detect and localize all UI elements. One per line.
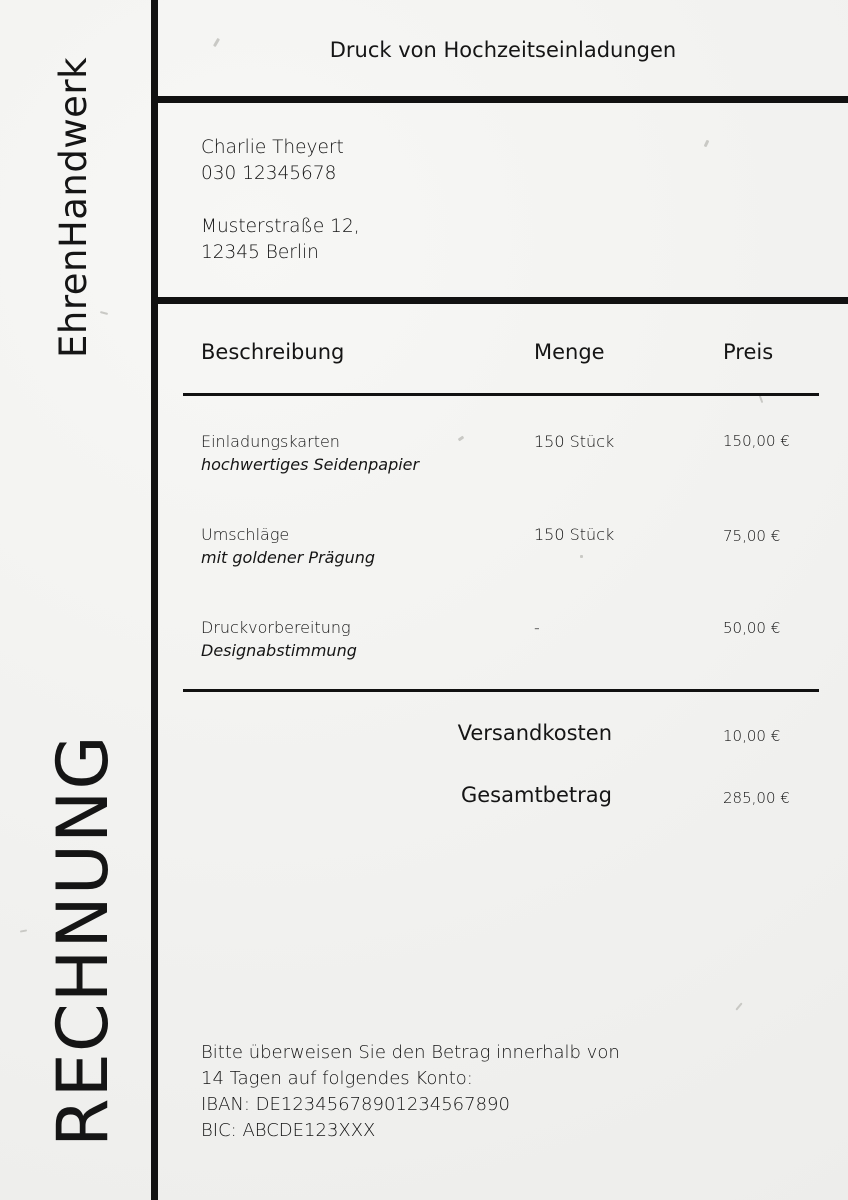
column-header-price: Preis <box>723 340 774 364</box>
item-name: Druckvorbereitung <box>201 618 351 637</box>
table-bottom-rule <box>183 689 819 692</box>
shipping-value: 10,00 € <box>723 727 781 745</box>
paper-fiber <box>704 140 710 148</box>
item-name: Umschläge <box>201 525 290 544</box>
total-value: 285,00 € <box>723 789 790 807</box>
customer-name: Charlie Theyert <box>201 137 344 158</box>
total-label: Gesamtbetrag <box>460 783 612 807</box>
column-header-quantity: Menge <box>534 340 605 364</box>
header-divider <box>151 96 848 103</box>
column-header-description: Beschreibung <box>201 340 345 364</box>
item-quantity: - <box>534 618 540 637</box>
item-quantity: 150 Stück <box>534 432 615 451</box>
item-price: 50,00 € <box>723 619 781 637</box>
payment-iban: IBAN: DE12345678901234567890 <box>201 1094 510 1115</box>
paper-fiber <box>458 436 465 442</box>
paper-fiber <box>100 311 108 315</box>
vertical-divider <box>151 0 158 1200</box>
brand-name: EhrenHandwerk <box>52 56 95 358</box>
payment-text-line: 14 Tagen auf folgendes Konto: <box>201 1068 473 1089</box>
item-detail: mit goldener Prägung <box>201 548 376 567</box>
customer-city: 12345 Berlin <box>201 242 319 263</box>
paper-fiber <box>580 555 583 558</box>
item-name: Einladungskarten <box>201 432 340 451</box>
payment-text-line: Bitte überweisen Sie den Betrag innerhalb von <box>201 1042 620 1063</box>
item-detail: hochwertiges Seidenpapier <box>201 455 420 474</box>
address-divider <box>158 297 848 304</box>
item-quantity: 150 Stück <box>534 525 615 544</box>
paper-fiber <box>735 1002 742 1010</box>
item-detail: Designabstimmung <box>201 641 357 660</box>
customer-phone: 030 12345678 <box>201 163 337 184</box>
customer-street: Musterstraße 12, <box>201 216 360 237</box>
paper-fiber <box>20 929 27 932</box>
project-title: Druck von Hochzeitseinladungen <box>329 38 677 62</box>
table-header-rule <box>183 393 819 396</box>
paper-fiber <box>759 395 764 403</box>
shipping-label: Versandkosten <box>457 721 612 745</box>
document-title: RECHNUNG <box>42 734 124 1147</box>
item-price: 150,00 € <box>723 432 790 450</box>
payment-instructions <box>201 1040 620 1144</box>
item-price: 75,00 € <box>723 527 781 545</box>
payment-bic: BIC: ABCDE123XXX <box>201 1120 376 1141</box>
